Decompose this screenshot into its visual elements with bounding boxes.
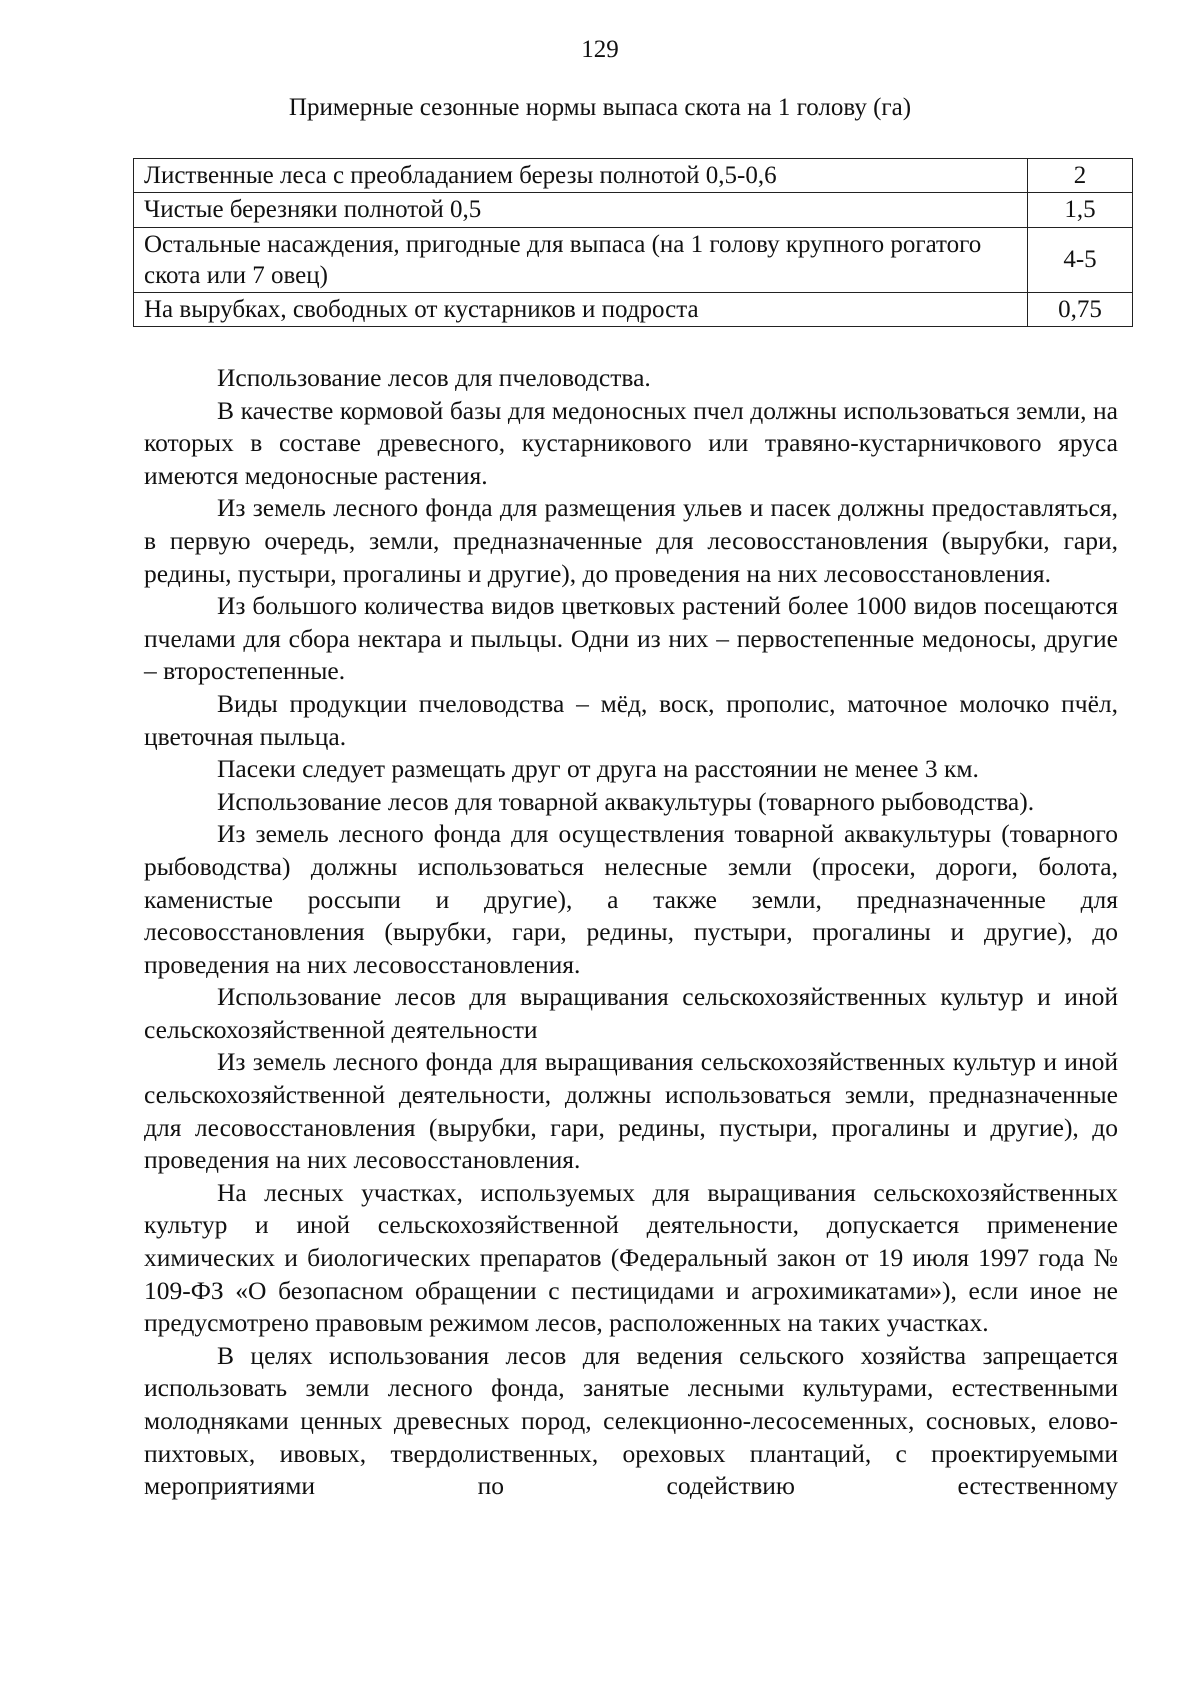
- paragraph: Из земель лесного фонда для выращивания сельскохозяйственных культур и иной сельскохозяйственной деятельности, должны использоваться земли, предназначенные для лесовосстановления (вырубки, гари, редины, пустыри, прогалины и другие), до проведения на них лесовосстановления.: [144, 1047, 1118, 1175]
- row-value: 4-5: [1028, 227, 1133, 293]
- paragraph: Из большого количества видов цветковых растений более 1000 видов посещаются пчелами для сбора нектара и пыльцы. Одни из них – первостепенные медоносы, другие – второстепенные.: [144, 591, 1118, 686]
- paragraph: Из земель лесного фонда для осуществления товарной аквакультуры (товарного рыбоводства) должны использоваться нелесные земли (просеки, дороги, болота, каменистые россыпи и другие), а также земли, предназначенные для лесовосстановления (вырубки, гари, редины, пустыри, прогалины и другие), до проведения на них лесовосстановления.: [144, 819, 1118, 979]
- paragraph: На лесных участках, используемых для выращивания сельскохозяйственных культур и иной сельскохозяйственной деятельности, допускается применение химических и биологических препаратов (Федеральный закон от 19 июля 1997 года № 109-ФЗ «О безопасном обращении с пестицидами и агрохимикатами»), если иное не предусмотрено правовым режимом лесов, расположенных на таких участках.: [144, 1177, 1118, 1338]
- paragraph: Из земель лесного фонда для размещения ульев и пасек должны предоставляться, в первую очередь, земли, предназначенные для лесовосстановления (вырубки, гари, редины, пустыри, прогалины и другие), до проведения на них лесовосстановления.: [144, 493, 1118, 588]
- paragraph: Виды продукции пчеловодства – мёд, воск, прополис, маточное молочко пчёл, цветочная пыльца.: [144, 688, 1118, 751]
- paragraph: В качестве кормовой базы для медоносных пчел должны использоваться земли, на которых в составе древесного, кустарникового или травяно-кустарничкового яруса имеются медоносные растения.: [144, 395, 1118, 490]
- paragraph: Пасеки следует размещать друг от друга на расстоянии не менее 3 км.: [217, 754, 979, 784]
- row-value: 0,75: [1028, 293, 1133, 327]
- row-label: Лиственные леса с преобладанием березы полнотой 0,5-0,6: [134, 159, 1028, 193]
- table-row: [134, 193, 1133, 227]
- table-row: [134, 159, 1133, 193]
- paragraph: В целях использования лесов для ведения сельского хозяйства запрещается использовать земли лесного фонда, занятые лесными культурами, естественными молодняками ценных древесных пород, селекционно-лесосеменных, сосновых, елово-пихтовых, ивовых, твердолиственных, ореховых плантаций, с проектируемыми мероприятиями по содействию естественному: [144, 1340, 1118, 1501]
- paragraph: Использование лесов для выращивания сельскохозяйственных культур и иной сельскохозяйственной деятельности: [144, 982, 1118, 1044]
- row-label: На вырубках, свободных от кустарников и подроста: [134, 293, 1028, 327]
- row-label: Чистые березняки полнотой 0,5: [134, 193, 1028, 227]
- table-row: [134, 293, 1133, 327]
- body-text: [144, 362, 1118, 1503]
- page-number: 129: [581, 36, 619, 63]
- grazing-norms-table: [133, 158, 1133, 327]
- row-value: 2: [1028, 159, 1133, 193]
- row-label: Остальные насаждения, пригодные для выпаса (на 1 голову крупного рогатого скота или 7 овец): [134, 227, 1028, 293]
- row-value: 1,5: [1028, 193, 1133, 227]
- paragraph: Использование лесов для пчеловодства.: [217, 363, 651, 392]
- table-row: [134, 227, 1133, 293]
- table-caption: Примерные сезонные нормы выпаса скота на 1 голову (га): [288, 94, 912, 121]
- paragraph: Использование лесов для товарной аквакультуры (товарного рыбоводства).: [217, 786, 1035, 816]
